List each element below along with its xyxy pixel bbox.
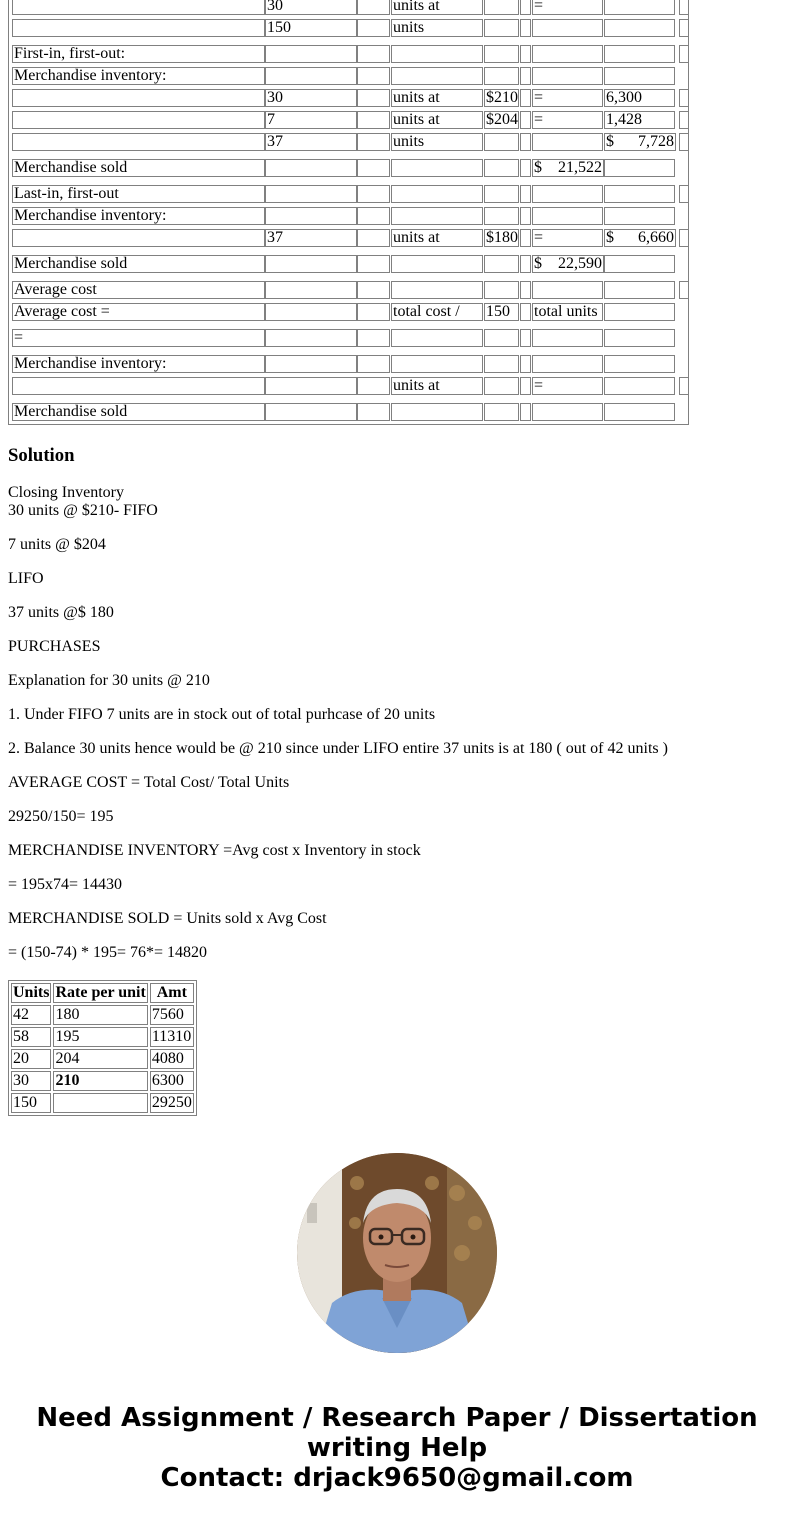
cell-d: units at xyxy=(391,229,483,247)
calculation-table xyxy=(8,980,197,1116)
cell-d xyxy=(391,67,483,85)
cell-f xyxy=(520,377,531,395)
cell-c xyxy=(357,207,390,225)
cell-a xyxy=(12,229,265,247)
cell-i xyxy=(679,281,689,299)
solution-line: 1. Under FIFO 7 units are in stock out of total purhcase of 20 units xyxy=(8,706,436,723)
cell-h: 6,300 xyxy=(604,89,675,107)
cell-i xyxy=(679,185,689,203)
cell-h: 6,660 $ xyxy=(606,229,674,246)
cell-f xyxy=(520,159,531,177)
cell-b xyxy=(265,355,357,373)
cell-h xyxy=(604,0,675,15)
solution-line: 30 units @ $210- FIFO xyxy=(8,502,158,519)
cell-d xyxy=(391,281,483,299)
cell-b xyxy=(265,377,357,395)
cell-b xyxy=(265,403,357,421)
cell-d: units at xyxy=(391,111,483,129)
cell-a: Merchandise inventory: xyxy=(12,67,265,85)
cell-i xyxy=(679,229,689,247)
solution-heading: Solution xyxy=(8,445,75,466)
dollar-sign: $ xyxy=(606,229,614,246)
cell-f xyxy=(520,229,531,247)
cell-g: = xyxy=(532,0,603,15)
cell-b xyxy=(265,281,357,299)
cell-i xyxy=(679,377,689,395)
author-avatar xyxy=(297,1153,497,1353)
cell-b xyxy=(265,329,357,347)
cell-e xyxy=(484,185,519,203)
cell-d xyxy=(391,45,483,63)
cell-d xyxy=(391,159,483,177)
solution-line: 37 units @$ 180 xyxy=(8,604,114,621)
cell-d: units at xyxy=(391,377,483,395)
dollar-sign: $ xyxy=(534,159,542,176)
cell-b xyxy=(265,303,357,321)
cell-g xyxy=(532,185,603,203)
cell-c xyxy=(357,377,390,395)
cell-amt: 7560 xyxy=(150,1005,194,1025)
cell-f xyxy=(520,45,531,63)
cell-units: 58 xyxy=(11,1027,51,1047)
cell-b: 37 xyxy=(265,133,357,151)
cell-d xyxy=(391,207,483,225)
cell-g xyxy=(532,67,603,85)
cell-e xyxy=(484,355,519,373)
cell-d xyxy=(391,185,483,203)
cell-b: 7 xyxy=(265,111,357,129)
cell-d: units xyxy=(391,19,483,37)
cell-g xyxy=(532,281,603,299)
cell-a: Merchandise inventory: xyxy=(12,207,265,225)
cell-e: $180 xyxy=(486,229,518,246)
cell-h xyxy=(604,377,675,395)
cell-c xyxy=(357,19,390,37)
solution-line: MERCHANDISE INVENTORY =Avg cost x Inventory in stock xyxy=(8,842,421,859)
cell-b: 37 xyxy=(265,229,357,247)
cell-g xyxy=(532,403,603,421)
cell-f xyxy=(520,185,531,203)
cell-f xyxy=(520,303,531,321)
cell-c xyxy=(357,159,390,177)
cell-e xyxy=(484,45,519,63)
cell-f xyxy=(520,133,531,151)
cell-d xyxy=(391,329,483,347)
cell-i xyxy=(679,89,689,107)
promo-line-1: Need Assignment / Research Paper / Dissertation xyxy=(36,1403,758,1433)
solution-line: AVERAGE COST = Total Cost/ Total Units xyxy=(8,774,290,791)
cell-c xyxy=(357,403,390,421)
cell-a xyxy=(12,89,265,107)
cell-g: 21,522 $ xyxy=(534,159,602,176)
solution-line: Closing Inventory xyxy=(8,484,124,501)
cell-e xyxy=(484,207,519,225)
cell-f xyxy=(520,67,531,85)
cell-c xyxy=(357,133,390,151)
cell-c xyxy=(357,111,390,129)
solution-line: Explanation for 30 units @ 210 xyxy=(8,672,210,689)
cell-b xyxy=(265,255,357,273)
cell-a: Merchandise sold xyxy=(12,159,265,177)
table-row xyxy=(11,1049,194,1069)
cell-f xyxy=(520,89,531,107)
cell-d: units at xyxy=(391,0,483,15)
cell-h xyxy=(604,19,675,37)
cell-g: = xyxy=(532,377,603,395)
cell-e xyxy=(484,255,519,273)
cell-g xyxy=(532,133,603,151)
cell-rate xyxy=(53,1093,147,1113)
table-row xyxy=(11,1005,194,1025)
cell-g xyxy=(532,45,603,63)
cell-h xyxy=(604,67,675,85)
cell-g: = xyxy=(532,229,603,247)
solution-line: MERCHANDISE SOLD = Units sold x Avg Cost xyxy=(8,910,327,927)
cell-c xyxy=(357,229,390,247)
cell-b xyxy=(265,159,357,177)
solution-line: 7 units @ $204 xyxy=(8,536,106,553)
cell-c xyxy=(357,185,390,203)
cell-e xyxy=(484,67,519,85)
avatar-portrait xyxy=(297,1153,497,1353)
cell-c xyxy=(357,45,390,63)
cell-g: = xyxy=(532,89,603,107)
cell-a: Last-in, first-out xyxy=(12,185,265,203)
promo-banner xyxy=(0,1403,794,1493)
cell-h xyxy=(604,403,675,421)
cell-d: total cost / xyxy=(391,303,483,321)
cell-i xyxy=(679,133,689,151)
cell-amt: 4080 xyxy=(150,1049,194,1069)
cell-a xyxy=(12,19,265,37)
cell-e xyxy=(484,281,519,299)
cell-g: 22,590 $ xyxy=(534,255,602,272)
cell-c xyxy=(357,255,390,273)
cell-i xyxy=(679,111,689,129)
cell-f xyxy=(520,111,531,129)
cell-a: Average cost xyxy=(12,281,265,299)
cell-g xyxy=(532,207,603,225)
cell-e xyxy=(484,403,519,421)
cell-h xyxy=(604,185,675,203)
cell-f xyxy=(520,255,531,273)
cell-e xyxy=(484,377,519,395)
cell-d xyxy=(391,355,483,373)
column-header-amt: Amt xyxy=(150,983,194,1003)
cell-units: 150 xyxy=(11,1093,51,1113)
cell-e xyxy=(484,329,519,347)
promo-line-2: writing Help xyxy=(306,1433,488,1463)
cell-b: 30 xyxy=(265,89,357,107)
table-row xyxy=(11,1027,194,1047)
cell-f xyxy=(520,329,531,347)
solution-line: LIFO xyxy=(8,570,44,587)
cell-units: 42 xyxy=(11,1005,51,1025)
table-row xyxy=(11,1093,194,1113)
dollar-sign: $ xyxy=(606,133,614,150)
cell-h xyxy=(604,355,675,373)
cell-f xyxy=(520,0,531,15)
table-row xyxy=(11,1071,194,1091)
cell-i xyxy=(679,19,689,37)
cell-b xyxy=(265,45,357,63)
column-header-rate: Rate per unit xyxy=(55,984,146,1001)
solution-line: = (150-74) * 195= 76*= 14820 xyxy=(8,944,208,961)
cell-rate: 195 xyxy=(53,1027,147,1047)
cell-a xyxy=(12,111,265,129)
cell-rate: 180 xyxy=(53,1005,147,1025)
cell-h xyxy=(604,303,675,321)
cell-c xyxy=(357,303,390,321)
cell-rate: 210 xyxy=(53,1071,147,1091)
cell-g xyxy=(532,355,603,373)
cell-e xyxy=(484,133,519,151)
cell-a: Average cost = xyxy=(12,303,265,321)
cell-a: First-in, first-out: xyxy=(12,45,265,63)
cell-rate: 204 xyxy=(53,1049,147,1069)
cell-c xyxy=(357,355,390,373)
table-header-row xyxy=(11,983,194,1003)
cell-f xyxy=(520,355,531,373)
cell-a: Merchandise inventory: xyxy=(12,355,265,373)
cell-a: Merchandise sold xyxy=(12,255,265,273)
cell-d: units at xyxy=(391,89,483,107)
cell-e xyxy=(484,0,519,15)
cell-e xyxy=(484,19,519,37)
cell-h: 1,428 xyxy=(604,111,675,129)
cell-i xyxy=(679,0,689,15)
cell-c xyxy=(357,67,390,85)
cell-a: Merchandise sold xyxy=(12,403,265,421)
cell-a xyxy=(12,0,265,15)
cell-h xyxy=(604,159,675,177)
cell-c xyxy=(357,329,390,347)
cell-b xyxy=(265,185,357,203)
dollar-sign: $ xyxy=(534,255,542,272)
cell-e: $210 xyxy=(486,89,518,106)
cell-f xyxy=(520,281,531,299)
cell-h xyxy=(604,45,675,63)
cell-d: units xyxy=(391,133,483,151)
cell-g: total units xyxy=(532,303,603,321)
cell-h xyxy=(604,207,675,225)
cell-h: 7,728 $ xyxy=(606,133,674,150)
cell-e: 150 xyxy=(484,303,519,321)
cell-c xyxy=(357,89,390,107)
solution-line: PURCHASES xyxy=(8,638,101,655)
cell-f xyxy=(520,403,531,421)
cell-units: 20 xyxy=(11,1049,51,1069)
cell-b xyxy=(265,67,357,85)
cell-amt: 6300 xyxy=(150,1071,194,1091)
solution-line: 2. Balance 30 units hence would be @ 210 since under LIFO entire 37 units is at 180 ( out of 42 units ) xyxy=(8,740,668,757)
cell-a xyxy=(12,133,265,151)
cell-e xyxy=(484,159,519,177)
column-header-units: Units xyxy=(13,984,50,1001)
cell-a xyxy=(12,377,265,395)
cell-h xyxy=(604,329,675,347)
cell-amt: 11310 xyxy=(150,1027,194,1047)
cell-g xyxy=(532,19,603,37)
cell-h xyxy=(604,281,675,299)
cell-f xyxy=(520,207,531,225)
cell-b: 30 xyxy=(265,0,357,15)
cell-c xyxy=(357,0,390,15)
cell-e: $204 xyxy=(486,111,518,128)
cell-c xyxy=(357,281,390,299)
cell-h xyxy=(604,255,675,273)
cell-amt: 29250 xyxy=(151,1094,192,1111)
cell-f xyxy=(520,19,531,37)
cell-g xyxy=(532,329,603,347)
cell-units: 30 xyxy=(11,1071,51,1091)
cell-d xyxy=(391,255,483,273)
cell-g: = xyxy=(532,111,603,129)
cell-d xyxy=(391,403,483,421)
promo-line-3: Contact: drjack9650@gmail.com xyxy=(160,1463,634,1493)
cell-b: 150 xyxy=(265,19,357,37)
solution-line: 29250/150= 195 xyxy=(8,808,114,825)
worksheet-table xyxy=(8,0,689,425)
cell-a: = xyxy=(12,329,265,347)
cell-b xyxy=(265,207,357,225)
solution-line: = 195x74= 14430 xyxy=(8,876,123,893)
cell-i xyxy=(679,45,689,63)
